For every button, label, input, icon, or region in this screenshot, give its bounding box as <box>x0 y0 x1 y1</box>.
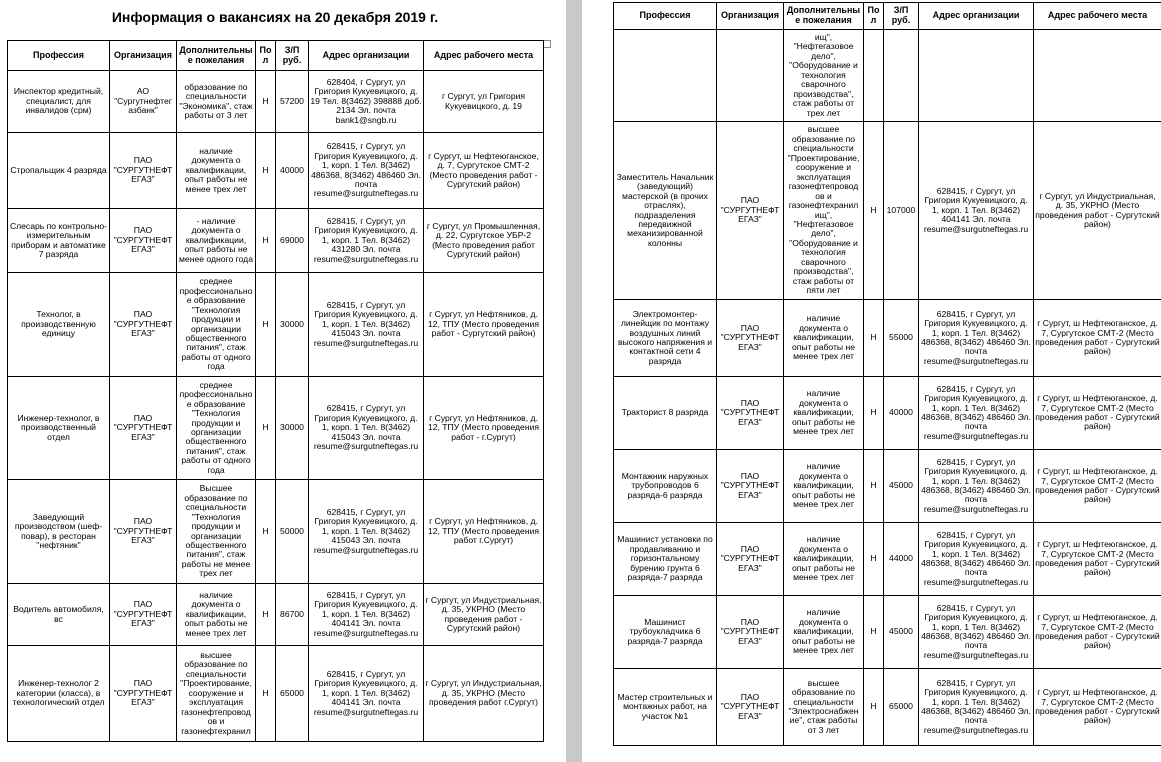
table-row <box>614 450 1161 523</box>
header-org-address: Адрес организации <box>919 3 1034 30</box>
wishes-cell: наличие документа о квалификации, опыт работы не менее трех лет <box>784 450 864 523</box>
salary-cell: 50000 <box>276 480 309 584</box>
header-organization: Организация <box>717 3 784 30</box>
sex-cell: Н <box>256 480 276 584</box>
work-address-cell: г Сургут, ш Нефтеюганское, д. 7, Сургутское СМТ-2 (Место проведения работ - Сургутский район) <box>1034 300 1161 377</box>
org-address-cell: 628415, г Сургут, ул Григория Кукуевицкого, д. 1, корп. 1 Тел. 8(3462) 486368, 8(3462) 486460 Эл. почта resume@surgutneftegas.ru <box>919 300 1034 377</box>
header-sex: Пол <box>256 41 276 71</box>
salary-cell: 65000 <box>884 669 919 746</box>
work-address-cell: г Сургут, ш Нефтеюганское, д. 7, Сургутское СМТ-2 (Место проведения работ - Сургутский район) <box>1034 377 1161 450</box>
work-address-cell: г Сургут, ул Индустриальная, д. 35, УКРНО (Место проведения работ - Сургутский район) <box>1034 122 1161 300</box>
table-header-row <box>614 3 1161 30</box>
header-wishes: Дополнительные пожелания <box>784 3 864 30</box>
org-address-cell: 628415, г Сургут, ул Григория Кукуевицкого, д. 1, корп. 1 Тел. 8(3462) 404141 Эл. почта resume@surgutneftegas.ru <box>309 584 424 646</box>
document-page-left <box>0 0 566 762</box>
wishes-cell: наличие документа о квалификации, опыт работы не менее трех лет <box>177 584 256 646</box>
wishes-cell: высшее образование по специальности "Электроснабжен ие", стаж работы от 3 лет <box>784 669 864 746</box>
header-work-address: Адрес рабочего места <box>1034 3 1161 30</box>
wishes-cell: высшее образование по специальности "Проектирование, сооружение и эксплуатация газонефтепровод ов и газонефтехранил <box>177 646 256 742</box>
organization-cell: ПАО "СУРГУТНЕФТ ЕГАЗ" <box>717 450 784 523</box>
sex-cell: Н <box>256 646 276 742</box>
org-address-cell: 628415, г Сургут, ул Григория Кукуевицкого, д. 1, корп. 1 Тел. 8(3462) 486368, 8(3462) 486460 Эл. почта resume@surgutneftegas.ru <box>919 596 1034 669</box>
org-address-cell: 628415, г Сургут, ул Григория Кукуевицкого, д. 1, корп. 1 Тел. 8(3462) 415043 Эл. почта resume@surgutneftegas.ru <box>309 273 424 377</box>
wishes-cell: наличие документа о квалификации, опыт работы не менее трех лет <box>177 133 256 209</box>
sex-cell <box>864 30 884 122</box>
profession-cell: Инженер-технолог 2 категории (класса), в технологический отдел <box>8 646 110 742</box>
sex-cell: Н <box>864 300 884 377</box>
org-address-cell: 628415, г Сургут, ул Григория Кукуевицкого, д. 1, корп. 1 Тел. 8(3462) 404141 Эл. почта resume@surgutneftegas.ru <box>919 122 1034 300</box>
organization-cell <box>717 30 784 122</box>
table-row <box>8 377 544 480</box>
sex-cell: Н <box>864 377 884 450</box>
sex-cell: Н <box>256 209 276 273</box>
profession-cell: Заместитель Начальник (заведующий) мастерской (в прочих отраслях), подразделения передвижной механизированной колонны <box>614 122 717 300</box>
work-address-cell: г Сургут, ш Нефтеюганское, д. 7, Сургутское СМТ-2 (Место проведения работ - Сургутский район) <box>1034 596 1161 669</box>
organization-cell: ПАО "СУРГУТНЕФТ ЕГАЗ" <box>110 209 177 273</box>
profession-cell: Машинист трубоукладчика 6 разряда-7 разряда <box>614 596 717 669</box>
table-row <box>614 523 1161 596</box>
work-address-cell: г Сургут, ш Нефтеюганское, д. 7, Сургутское СМТ-2 (Место проведения работ - Сургутский район) <box>424 133 544 209</box>
wishes-cell: наличие документа о квалификации, опыт работы не менее трех лет <box>784 523 864 596</box>
salary-cell: 55000 <box>884 300 919 377</box>
org-address-cell: 628415, г Сургут, ул Григория Кукуевицкого, д. 1, корп. 1 Тел. 8(3462) 486368, 8(3462) 486460 Эл. почта resume@surgutneftegas.ru <box>919 523 1034 596</box>
work-address-cell: г Сургут, ш Нефтеюганское, д. 7, Сургутское СМТ-2 (Место проведения работ - Сургутский район) <box>1034 669 1161 746</box>
wishes-cell: ищ", "Нефтегазовое дело", "Оборудование и технология сварочного производства", стаж работы от трех лет <box>784 30 864 122</box>
organization-cell: ПАО "СУРГУТНЕФТ ЕГАЗ" <box>717 669 784 746</box>
salary-cell: 45000 <box>884 450 919 523</box>
organization-cell: ПАО "СУРГУТНЕФТ ЕГАЗ" <box>717 122 784 300</box>
header-profession: Профессия <box>8 41 110 71</box>
wishes-cell: образование по специальности "Экономика", стаж работы от 3 лет <box>177 71 256 133</box>
wishes-cell: - наличие документа о квалификации, опыт работы не менее одного года <box>177 209 256 273</box>
sex-cell: Н <box>864 669 884 746</box>
work-address-cell: г Сургут, ш Нефтеюганское, д. 7, Сургутское СМТ-2 (Место проведения работ - Сургутский район) <box>1034 450 1161 523</box>
salary-cell: 30000 <box>276 273 309 377</box>
salary-cell: 30000 <box>276 377 309 480</box>
header-salary: З/П руб. <box>884 3 919 30</box>
vacancy-table-right <box>613 2 1161 746</box>
organization-cell: АО "Сургутнефтег азбанк" <box>110 71 177 133</box>
wishes-cell: Высшее образование по специальности "Технология продукции и организации общественного питания", стаж работы не менее трех лет <box>177 480 256 584</box>
header-sex: Пол <box>864 3 884 30</box>
document-title: Информация о вакансиях на 20 декабря 2019 г. <box>111 9 439 25</box>
organization-cell: ПАО "СУРГУТНЕФТ ЕГАЗ" <box>110 377 177 480</box>
salary-cell: 86700 <box>276 584 309 646</box>
profession-cell: Слесарь по контрольно-измерительным приборам и автоматике 7 разряда <box>8 209 110 273</box>
header-wishes: Дополнительные пожелания <box>177 41 256 71</box>
wishes-cell: наличие документа о квалификации, опыт работы не менее трех лет <box>784 300 864 377</box>
organization-cell: ПАО "СУРГУТНЕФТ ЕГАЗ" <box>110 584 177 646</box>
work-address-cell: г Сургут, ш Нефтеюганское, д. 7, Сургутское СМТ-2 (Место проведения работ - Сургутский район) <box>1034 523 1161 596</box>
table-row <box>8 584 544 646</box>
salary-cell: 107000 <box>884 122 919 300</box>
header-work-address: Адрес рабочего места <box>424 41 544 71</box>
organization-cell: ПАО "СУРГУТНЕФТ ЕГАЗ" <box>717 596 784 669</box>
profession-cell: Машинист установки по продавливанию и горизонтальному бурению грунта 6 разряда-7 разряда <box>614 523 717 596</box>
header-org-address: Адрес организации <box>309 41 424 71</box>
sex-cell: Н <box>864 122 884 300</box>
salary-cell: 40000 <box>276 133 309 209</box>
salary-cell: 69000 <box>276 209 309 273</box>
sex-cell: Н <box>864 523 884 596</box>
salary-cell: 44000 <box>884 523 919 596</box>
organization-cell: ПАО "СУРГУТНЕФТ ЕГАЗ" <box>110 133 177 209</box>
organization-cell: ПАО "СУРГУТНЕФТ ЕГАЗ" <box>717 300 784 377</box>
org-address-cell: 628415, г Сургут, ул Григория Кукуевицкого, д. 1, корп. 1 Тел. 8(3462) 486368, 8(3462) 486460 Эл. почта resume@surgutneftegas.ru <box>919 669 1034 746</box>
profession-cell: Мастер строительных и монтажных работ, на участок №1 <box>614 669 717 746</box>
sex-cell: Н <box>256 133 276 209</box>
org-address-cell: 628415, г Сургут, ул Григория Кукуевицкого, д. 1, корп. 1 Тел. 8(3462) 431280 Эл. почта resume@surgutneftegas.ru <box>309 209 424 273</box>
vacancy-table-left <box>7 40 544 742</box>
organization-cell: ПАО "СУРГУТНЕФТ ЕГАЗ" <box>110 646 177 742</box>
wishes-cell: среднее профессионально е образование "Технология продукции и организации общественного питания", стаж работы от одного года <box>177 273 256 377</box>
profession-cell: Тракторист 8 разряда <box>614 377 717 450</box>
header-organization: Организация <box>110 41 177 71</box>
org-address-cell: 628404, г Сургут, ул Григория Кукуевицкого, д. 19 Тел. 8(3462) 398888 доб. 2134 Эл. почта bank1@sngb.ru <box>309 71 424 133</box>
table-anchor-handle[interactable] <box>543 40 551 48</box>
profession-cell: Электромонтер-линейщик по монтажу воздушных линий высокого напряжения и контактной сети 4 разряда <box>614 300 717 377</box>
organization-cell: ПАО "СУРГУТНЕФТ ЕГАЗ" <box>110 273 177 377</box>
salary-cell: 57200 <box>276 71 309 133</box>
sex-cell: Н <box>256 71 276 133</box>
work-address-cell: г Сургут, ул Нефтяников, д. 12, ТПУ (Место проведения работ - Сургутский район) <box>424 273 544 377</box>
work-address-cell: г Сургут, ул Промышленная, д. 22, Сургутское УБР-2 (Место проведения работ Сургутский район) <box>424 209 544 273</box>
table-row <box>8 209 544 273</box>
work-address-cell: г Сургут, ул Нефтяников, д. 12, ТПУ (Место проведения работ г.Сургут) <box>424 480 544 584</box>
sex-cell: Н <box>256 584 276 646</box>
profession-cell: Инженер-технолог, в производственный отдел <box>8 377 110 480</box>
org-address-cell <box>919 30 1034 122</box>
profession-cell <box>614 30 717 122</box>
table-row <box>614 669 1161 746</box>
org-address-cell: 628415, г Сургут, ул Григория Кукуевицкого, д. 1, корп. 1 Тел. 8(3462) 404141 Эл. почта resume@surgutneftegas.ru <box>309 646 424 742</box>
table-row <box>614 300 1161 377</box>
sex-cell: Н <box>864 450 884 523</box>
profession-cell: Монтажник наружных трубопроводов 6 разряда-6 разряда <box>614 450 717 523</box>
profession-cell: Инспектор кредитный, специалист, для инвалидов (срм) <box>8 71 110 133</box>
organization-cell: ПАО "СУРГУТНЕФТ ЕГАЗ" <box>110 480 177 584</box>
wishes-cell: высшее образование по специальности "Проектирование, сооружение и эксплуатация газонефтепровод ов и газонефтехранил ищ", "Нефтегазовое дело", "Оборудование и технология сварочного производства", стаж работы от пяти лет <box>784 122 864 300</box>
table-row <box>614 122 1161 300</box>
organization-cell: ПАО "СУРГУТНЕФТ ЕГАЗ" <box>717 523 784 596</box>
table-row <box>8 646 544 742</box>
organization-cell: ПАО "СУРГУТНЕФТ ЕГАЗ" <box>717 377 784 450</box>
wishes-cell: наличие документа о квалификации, опыт работы не менее трех лет <box>784 596 864 669</box>
work-address-cell: г Сургут, ул Нефтяников, д. 12, ТПУ (Место проведения работ - г.Сургут) <box>424 377 544 480</box>
table-row <box>8 71 544 133</box>
salary-cell: 45000 <box>884 596 919 669</box>
profession-cell: Заведующий производством (шеф-повар), в ресторан "нефтяник" <box>8 480 110 584</box>
table-row <box>8 133 544 209</box>
profession-cell: Технолог, в производственную единицу <box>8 273 110 377</box>
org-address-cell: 628415, г Сургут, ул Григория Кукуевицкого, д. 1, корп. 1 Тел. 8(3462) 486368, 8(3462) 486460 Эл. почта resume@surgutneftegas.ru <box>309 133 424 209</box>
work-address-cell: г Сургут, ул Индустриальная, д. 35, УКРНО (Место проведения работ г.Сургут) <box>424 646 544 742</box>
header-salary: З/П руб. <box>276 41 309 71</box>
org-address-cell: 628415, г Сургут, ул Григория Кукуевицкого, д. 1, корп. 1 Тел. 8(3462) 486368, 8(3462) 486460 Эл. почта resume@surgutneftegas.ru <box>919 450 1034 523</box>
org-address-cell: 628415, г Сургут, ул Григория Кукуевицкого, д. 1, корп. 1 Тел. 8(3462) 415043 Эл. почта resume@surgutneftegas.ru <box>309 377 424 480</box>
table-row <box>614 596 1161 669</box>
salary-cell: 65000 <box>276 646 309 742</box>
salary-cell: 40000 <box>884 377 919 450</box>
table-row <box>8 480 544 584</box>
table-row <box>614 377 1161 450</box>
salary-cell <box>884 30 919 122</box>
work-address-cell <box>1034 30 1161 122</box>
profession-cell: Стропальщик 4 разряда <box>8 133 110 209</box>
org-address-cell: 628415, г Сургут, ул Григория Кукуевицкого, д. 1, корп. 1 Тел. 8(3462) 415043 Эл. почта resume@surgutneftegas.ru <box>309 480 424 584</box>
org-address-cell: 628415, г Сургут, ул Григория Кукуевицкого, д. 1, корп. 1 Тел. 8(3462) 486368, 8(3462) 486460 Эл. почта resume@surgutneftegas.ru <box>919 377 1034 450</box>
sex-cell: Н <box>256 377 276 480</box>
sex-cell: Н <box>864 596 884 669</box>
work-address-cell: г Сургут, ул Григория Кукуевицкого, д. 19 <box>424 71 544 133</box>
table-row <box>8 273 544 377</box>
document-page-right <box>582 0 1161 762</box>
table-header-row <box>8 41 544 71</box>
header-profession: Профессия <box>614 3 717 30</box>
wishes-cell: наличие документа о квалификации, опыт работы не менее трех лет <box>784 377 864 450</box>
wishes-cell: среднее профессионально е образование "Технология продукции и организации общественного питания", стаж работы от одного года <box>177 377 256 480</box>
work-address-cell: г Сургут, ул Индустриальная, д. 35, УКРНО (Место проведения работ - Сургутский район) <box>424 584 544 646</box>
sex-cell: Н <box>256 273 276 377</box>
table-row <box>614 30 1161 122</box>
profession-cell: Водитель автомобиля, вс <box>8 584 110 646</box>
